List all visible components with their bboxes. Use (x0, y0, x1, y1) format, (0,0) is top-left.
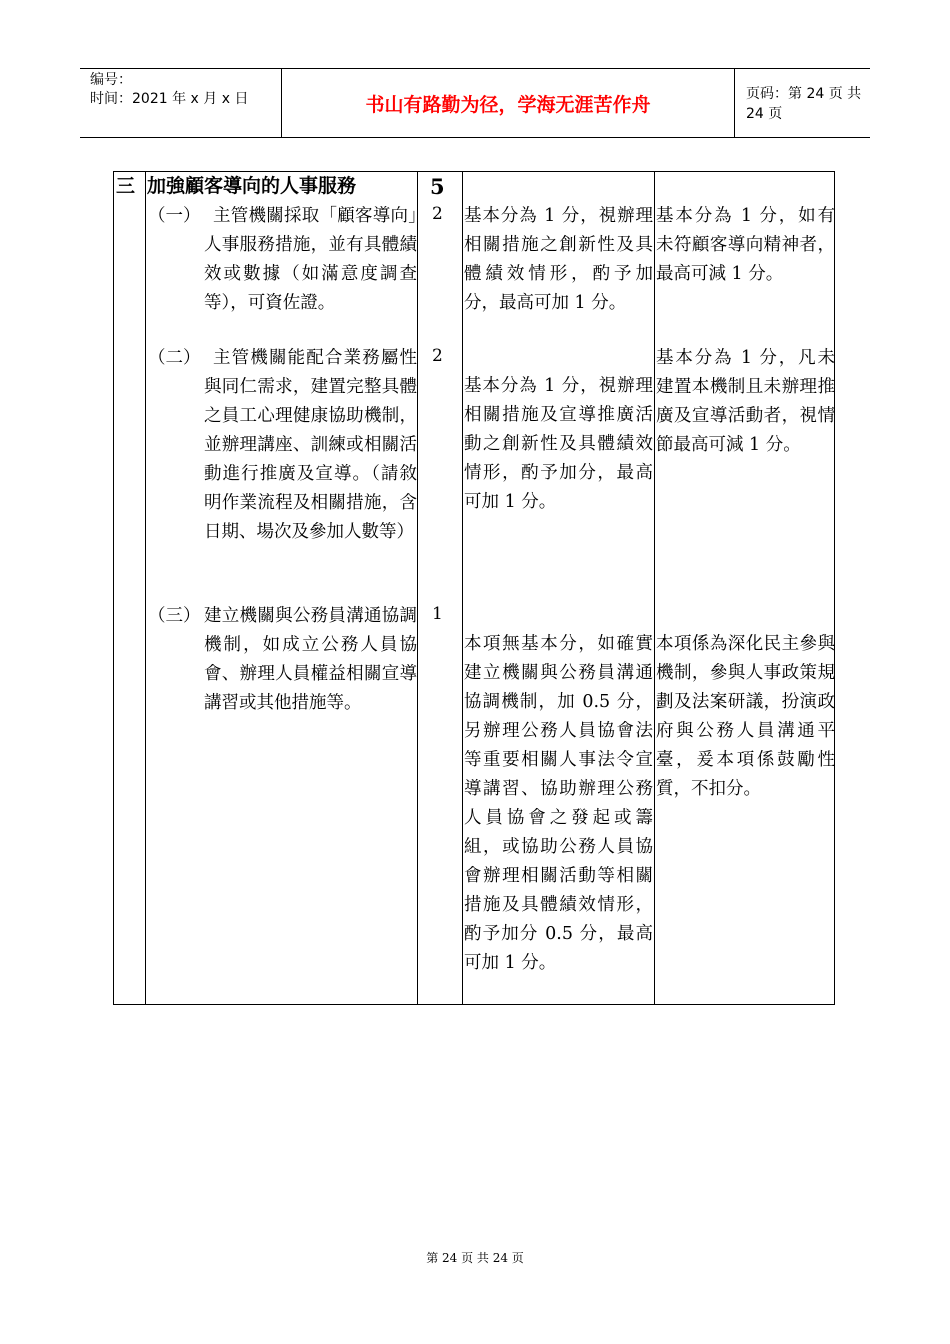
item-deduction-rule: 本項係為深化民主參與機制，參與人事政策規劃及法案研議，扮演政府與公務人員溝通平臺，爰本項係鼓勵性質，不扣分。 (656, 634, 835, 799)
table-divider (654, 172, 655, 1004)
item-bonus-rule: 基本分為 1 分，視辦理相關措施及宣導推廣活動之創新性及具體績效情形，酌予加分，最高可加 1 分。 (464, 376, 653, 512)
item-score: 2 (432, 204, 443, 224)
page-header (80, 68, 870, 138)
item-description: 主管機關能配合業務屬性與同仁需求，建置完整具體之員工心理健康協助機制，並辦理講座、訓練或相關活動進行推廣及宣導。（請敘明作業流程及相關措施，含日期、場次及參加人數等） (204, 348, 417, 542)
header-motto: 书山有路勤为径，学海无涯苦作舟 (282, 69, 735, 137)
item-score: 1 (432, 604, 443, 624)
item-description: 建立機關與公務員溝通協調機制，如成立公務人員協會、辦理人員權益相關宣導講習或其他措施等。 (204, 606, 417, 713)
scoring-table (113, 171, 835, 1005)
header-meta (80, 69, 282, 137)
item-label: （三） (148, 606, 201, 626)
table-divider (462, 172, 463, 1004)
item-label: （二） (148, 348, 201, 368)
table-divider (145, 172, 146, 1004)
document-number-label: 编号： (90, 72, 132, 88)
section-title: 加強顧客導向的人事服務 (147, 175, 357, 197)
item-bonus-rule: 基本分為 1 分，視辦理相關措施之創新性及具體績效情形，酌予加分，最高可加 1 分。 (464, 206, 653, 313)
item-description: 主管機關採取「顧客導向」人事服務措施，並有具體績效或數據（如滿意度調查等），可資佐證。 (204, 206, 417, 313)
item-score: 2 (432, 346, 443, 366)
section-index: 三 (116, 175, 136, 197)
section-score: 5 (430, 174, 445, 199)
item-bonus-rule: 本項無基本分，如確實建立機關與公務員溝通協調機制，加 0.5 分，另辦理公務人員協會法等重要相關人事法令宣導講習、協助辦理公務人員協會之發起或籌組，或協助公務人員協會辦理相關活動等相關措施及具體績效情形，酌予加分 0.5 分，最高可加 1 分。 (464, 634, 653, 973)
item-deduction-rule: 基本分為 1 分，如有未符顧客導向精神者，最高可減 1 分。 (656, 206, 835, 284)
table-divider (417, 172, 418, 1004)
document-date: 时间：2021 年 x 月 x 日 (90, 91, 249, 107)
item-label: （一） (148, 206, 201, 226)
header-page-info: 页码：第 24 页 共 24 页 (746, 86, 862, 122)
item-deduction-rule: 基本分為 1 分，凡未建置本機制且未辦理推廣及宣導活動者，視情節最高可減 1 分。 (656, 348, 835, 455)
page-footer: 第 24 页 共 24 页 (426, 1251, 524, 1265)
